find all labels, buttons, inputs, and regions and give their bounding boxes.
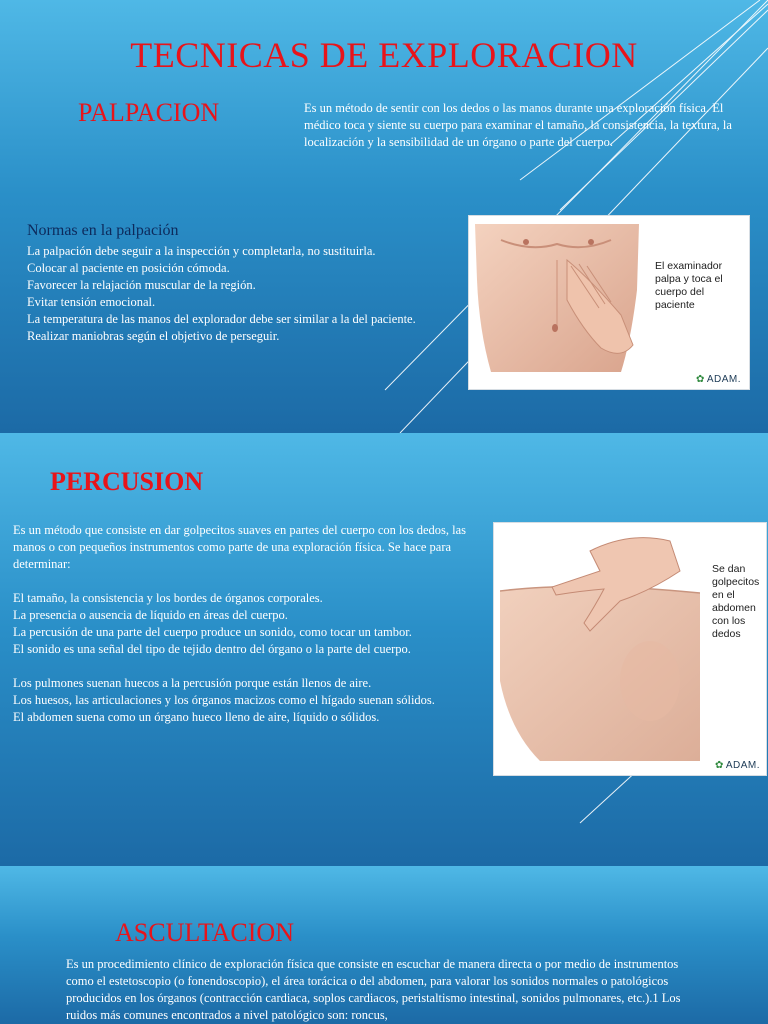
leaf-icon: ✿ xyxy=(714,760,724,771)
palpation-figure xyxy=(468,215,750,390)
list-item: La presencia o ausencia de líquido en áreas del cuerpo. xyxy=(13,608,288,622)
page-title: TECNICAS DE EXPLORACION xyxy=(130,35,638,75)
list-item: Los huesos, las articulaciones y los órganos macizos como el hígado suenan sólidos. xyxy=(13,693,435,707)
slide-ascultacion xyxy=(0,866,768,1024)
list-item: Colocar al paciente en posición cómoda. xyxy=(27,261,230,275)
list-item: Los pulmones suenan huecos a la percusión porque están llenos de aire. xyxy=(13,676,372,690)
palpation-illustration xyxy=(471,220,643,380)
section-title-ascultacion: ASCULTACION xyxy=(115,918,294,947)
adam-logo: ✿ ADAM. xyxy=(695,374,741,385)
slide-percusion xyxy=(0,433,768,866)
list-item: Favorecer la relajación muscular de la región. xyxy=(27,278,256,292)
percusion-text xyxy=(13,522,483,726)
percussion-figure xyxy=(493,522,767,776)
section-title-palpacion: PALPACION xyxy=(78,98,220,127)
list-item: Evitar tensión emocional. xyxy=(27,295,156,309)
percusion-intro: Es un método que consiste en dar golpecitos suaves en partes del cuerpo con los dedos, las manos o con pequeños instrumentos como parte de una exploración física. Se hace para determinar: xyxy=(13,523,467,571)
list-item: El abdomen suena como un órgano hueco lleno de aire, líquido o sólidos. xyxy=(13,710,380,724)
percussion-caption: Se dan golpecitos en el abdomen con los dedos xyxy=(712,563,760,640)
list-item: Realizar maniobras según el objetivo de perseguir. xyxy=(27,329,280,343)
norms-heading: Normas en la palpación xyxy=(27,222,179,239)
section-title-percusion: PERCUSION xyxy=(50,467,204,496)
adam-logo: ✿ ADAM. xyxy=(714,760,760,771)
list-item: La palpación debe seguir a la inspección y completarla, no sustituirla. xyxy=(27,244,376,258)
list-item: La temperatura de las manos del explorador debe ser similar a la del paciente. xyxy=(27,312,416,326)
list-item: El sonido es una señal del tipo de tejido dentro del órgano o la parte del cuerpo. xyxy=(13,642,411,656)
norms-list xyxy=(27,243,447,345)
list-item: El tamaño, la consistencia y los bordes de órganos corporales. xyxy=(13,591,323,605)
percussion-illustration xyxy=(500,531,700,761)
palpacion-description: Es un método de sentir con los dedos o las manos durante una exploración física. El médico toca y siente su cuerpo para examinar el tamaño, la consistencia, la textura, la localización y la sensibilidad de un órgano o parte del cuerpo. xyxy=(304,101,732,149)
leaf-icon: ✿ xyxy=(695,374,705,385)
palpation-caption: El examinador palpa y toca el cuerpo del paciente xyxy=(655,260,723,311)
ascultacion-text: Es un procedimiento clínico de exploración física que consiste en escuchar de manera directa o por medio de instrumentos como el estetoscopio (o fonendoscopio), el área torácica o del abdomen, para valorar los sonidos normales o patológicos producidos en los órganos (contracción cardiaca, soplos cardiacos, peristaltismo intestinal, sonidos pulmonares, etc.).1 Los ruidos más comunes encontrados a nivel patológico son: roncus, xyxy=(66,957,681,1022)
slide-palpacion xyxy=(0,0,768,433)
list-item: La percusión de una parte del cuerpo produce un sonido, como tocar un tambor. xyxy=(13,625,412,639)
